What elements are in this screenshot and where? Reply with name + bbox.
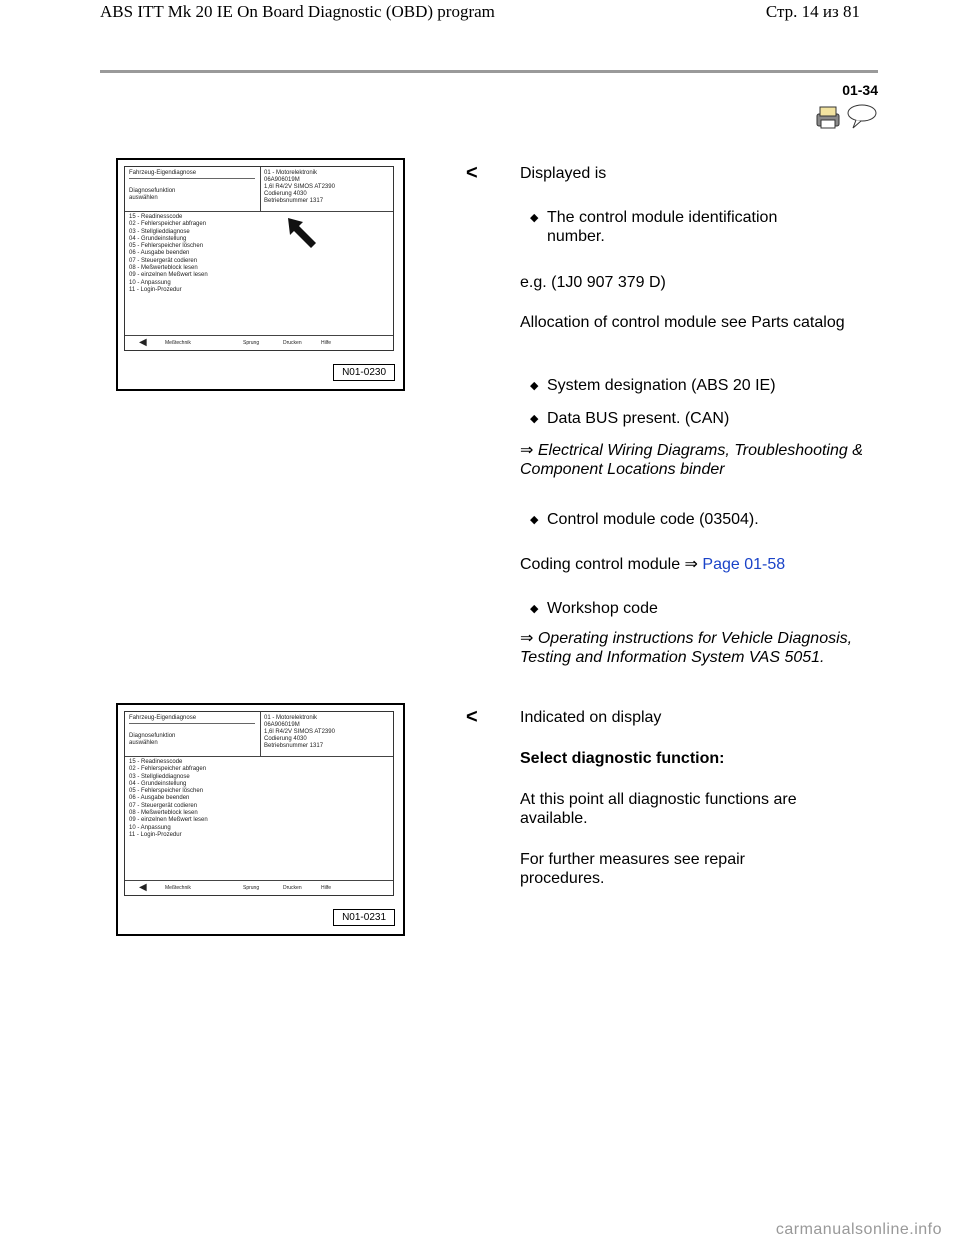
function-label-1: Diagnosefunktion — [129, 733, 176, 739]
example-part-number: e.g. (1J0 907 379 D) — [520, 274, 666, 291]
status-item: Drucken — [283, 340, 302, 346]
screen-title: Fahrzeug-Eigendiagnose — [129, 715, 255, 724]
menu-item: 15 - Readinesscode — [129, 759, 183, 765]
status-item: Hilfe — [321, 340, 332, 346]
tester-display — [124, 166, 394, 351]
ident-line: 01 - Motorelektronik — [264, 715, 318, 721]
status-bar — [125, 335, 393, 351]
ident-line: Codierung 4030 — [264, 736, 307, 742]
menu-item: 07 - Steuergerät codieren — [129, 257, 198, 264]
wiring-reference[interactable] — [520, 441, 865, 479]
left-chevron-icon: < — [466, 162, 478, 184]
menu-item: 08 - Meßwerteblock lesen — [129, 265, 198, 272]
diagnostic-screen-figure-2 — [116, 703, 405, 936]
bullet-ident-number: ◆ The control module identification number. — [547, 208, 837, 246]
menu-item: 02 - Fehlerspeicher abfragen — [129, 766, 207, 773]
screen-title: Fahrzeug-Eigendiagnose — [129, 170, 255, 179]
menu-item: 10 - Anpassung — [129, 824, 171, 831]
status-item: Hilfe — [321, 885, 332, 891]
function-menu — [129, 759, 208, 839]
bullet-workshop-code: ◆ Workshop code — [547, 599, 837, 618]
status-item: Meßtechnik — [165, 340, 191, 346]
back-triangle-icon: ◀ — [139, 882, 147, 893]
left-chevron-icon: < — [466, 706, 478, 728]
section2-heading: Select diagnostic function: — [520, 750, 725, 767]
ident-line: Codierung 4030 — [264, 191, 307, 197]
arrow-icon: ⇒ — [520, 442, 534, 459]
menu-item: 05 - Fehlerspeicher löschen — [129, 243, 204, 250]
menu-item: 02 - Fehlerspeicher abfragen — [129, 221, 207, 228]
page-number: 01-34 — [842, 82, 878, 98]
status-item: Sprung — [243, 885, 260, 891]
ident-line: 06A906019M — [264, 722, 300, 728]
ident-line: 1,6l R4/2V SIMOS AT2390 — [264, 184, 335, 190]
toolbar-icons — [814, 104, 878, 130]
menu-item: 15 - Readinesscode — [129, 214, 183, 220]
menu-item: 03 - Stellglieddiagnose — [129, 773, 190, 780]
menu-item: 10 - Anpassung — [129, 279, 171, 286]
printer-icon[interactable] — [817, 107, 839, 128]
arrow-icon: ⇒ — [684, 556, 698, 573]
figure-id: N01-0231 — [333, 909, 395, 926]
function-label-2: auswählen — [129, 195, 158, 201]
menu-item: 09 - einzelnen Meßwert lesen — [129, 272, 208, 279]
ident-line: 1,6l R4/2V SIMOS AT2390 — [264, 729, 335, 735]
function-menu — [129, 214, 208, 294]
menu-item: 07 - Steuergerät codieren — [129, 802, 198, 809]
wiring-reference-text: Electrical Wiring Diagrams, Troubleshooting & Component Locations binder — [520, 442, 863, 478]
back-triangle-icon: ◀ — [139, 337, 147, 348]
diagnostic-screen-figure-1 — [116, 158, 405, 391]
menu-item: 04 - Grundeinstellung — [129, 780, 187, 787]
menu-item: 11 - Login-Prozedur — [129, 831, 182, 838]
menu-item: 11 - Login-Prozedur — [129, 286, 182, 293]
operating-reference-text: Operating instructions for Vehicle Diagnosis, Testing and Information System VAS 5051. — [520, 630, 853, 666]
watermark: carmanualsonline.info — [775, 1221, 942, 1238]
menu-item: 03 - Stellglieddiagnose — [129, 228, 190, 235]
pointer-arrow-icon — [285, 215, 319, 249]
function-label-2: auswählen — [129, 740, 158, 746]
allocation-note: Allocation of control module see Parts catalog — [520, 314, 845, 331]
document-title: ABS ITT Mk 20 IE On Board Diagnostic (OBD) program — [100, 2, 495, 21]
ident-line: 01 - Motorelektronik — [264, 170, 318, 176]
figure-id: N01-0230 — [333, 364, 395, 381]
menu-item: 06 - Ausgabe beenden — [129, 250, 190, 257]
page-counter: Стр. 14 из 81 — [765, 2, 860, 21]
menu-item: 04 - Grundeinstellung — [129, 235, 187, 242]
arrow-icon: ⇒ — [520, 630, 534, 647]
menu-item: 06 - Ausgabe beenden — [129, 795, 190, 802]
status-item: Meßtechnik — [165, 885, 191, 891]
section2-paragraph: At this point all diagnostic functions are available. — [520, 791, 797, 827]
coding-text: Coding control module — [520, 556, 681, 573]
ident-line: Betriebsnummer 1317 — [264, 743, 324, 749]
section2-intro: Indicated on display — [520, 709, 662, 726]
bullet-data-bus: ◆ Data BUS present. (CAN) — [547, 409, 837, 428]
ident-line: Betriebsnummer 1317 — [264, 198, 324, 204]
menu-item: 09 - einzelnen Meßwert lesen — [129, 817, 208, 824]
ident-line: 06A906019M — [264, 177, 300, 183]
section1-intro: Displayed is — [520, 165, 607, 182]
coding-reference — [520, 555, 865, 574]
menu-item: 08 - Meßwerteblock lesen — [129, 810, 198, 817]
operating-reference[interactable] — [520, 629, 865, 667]
header-divider — [100, 70, 878, 73]
menu-item: 05 - Fehlerspeicher löschen — [129, 788, 204, 795]
tester-display — [124, 711, 394, 896]
page-link[interactable]: Page 01-58 — [702, 556, 786, 573]
section2-paragraph: For further measures see repair procedures. — [520, 851, 745, 887]
bullet-control-module-code: ◆ Control module code (03504). — [547, 510, 837, 529]
bullet-system-designation: ◆ System designation (ABS 20 IE) — [547, 376, 837, 395]
status-item: Sprung — [243, 340, 260, 346]
status-item: Drucken — [283, 885, 302, 891]
status-bar — [125, 880, 393, 896]
function-label-1: Diagnosefunktion — [129, 188, 176, 194]
speech-bubble-icon[interactable] — [848, 105, 876, 128]
